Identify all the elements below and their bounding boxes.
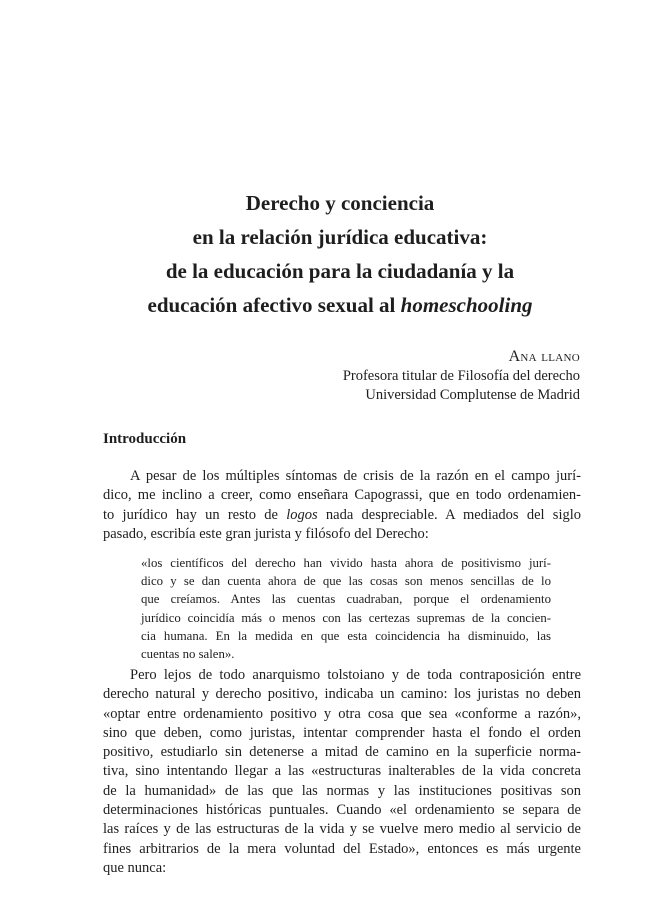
paragraph-line — [103, 506, 581, 525]
section-heading: Introducción — [103, 431, 187, 447]
paragraph-line: que nunca: — [103, 859, 167, 876]
paragraph-line: dico, me inclino a creer, como enseñara Capograssi, que en todo ordenamien- — [103, 487, 581, 504]
quote-line: jurídico coincidía más o menos con las certezas supremas de la concien- — [141, 610, 551, 625]
paragraph-line: tiva, sino intentando llegar a las «estructuras inalterables de la vida concreta — [103, 763, 581, 780]
paragraph-line: fines arbitrarios de la mera voluntad del Estado», entonces es más urgente — [103, 840, 581, 857]
paragraph-line: A pesar de los múltiples síntomas de crisis de la razón en el campo jurí- — [130, 468, 581, 484]
quote-line: que creíamos. Antes las cuentas cuadraban, porque el ordenamiento — [141, 592, 551, 607]
paragraph-line: determinaciones históricas puntuales. Cuando «el ordenamiento se separa de — [103, 802, 581, 819]
title-line: Derecho y conciencia — [245, 191, 435, 215]
quote-line: cuentas no salen». — [141, 647, 235, 662]
author-position: Profesora titular de Filosofía del derecho — [342, 368, 580, 384]
title-line: en la relación jurídica educativa: — [192, 225, 488, 249]
line-text: to jurídico hay un resto de — [103, 506, 287, 523]
paragraph-line: sino que deben, como juristas, intentar comprender hasta el fondo el orden — [103, 724, 581, 741]
paragraph-line: de la humanidad» de las que las normas y las instituciones positivas son — [103, 782, 581, 799]
author-name: Ana llano — [508, 348, 580, 365]
paragraph-line: derecho natural y derecho positivo, indicaba un camino: los juristas no deben — [103, 686, 581, 703]
paragraph-line: las raíces y de las estructuras de la vida y se vuelve mero medio al servicio de — [103, 821, 581, 838]
body-paragraph — [103, 666, 581, 878]
author-affiliation: Universidad Complutense de Madrid — [365, 387, 580, 403]
paragraph-line: pasado, escribía este gran jurista y filósofo del Derecho: — [103, 525, 429, 542]
article-title — [60, 186, 620, 322]
body-paragraph — [103, 467, 581, 544]
italic-term: logos — [286, 506, 318, 523]
line-text: nada despreciable. A mediados del siglo — [317, 506, 582, 523]
author-block — [343, 347, 580, 405]
block-quote — [141, 554, 551, 663]
quote-line: cia humana. En la medida en que esta coincidencia ha disminuido, las — [141, 628, 551, 643]
title-line — [60, 288, 620, 322]
title-last-prefix: educación afectivo sexual al — [147, 293, 401, 317]
quote-line: dico y se dan cuenta ahora de que las cosas son menos sencillas de lo — [141, 574, 551, 589]
paragraph-line: «optar entre ordenamiento positivo y otra cosa que sea «conforme a razón», — [103, 705, 581, 722]
paragraph-line: Pero lejos de todo anarquismo tolstoiano y de toda contraposición entre — [130, 667, 581, 683]
title-line: de la educación para la ciudadanía y la — [165, 259, 515, 283]
quote-line: «los científicos del derecho han vivido hasta ahora de positivismo jurí- — [141, 556, 551, 570]
paragraph-line: positivo, estudiarlo sin detenerse a mitad de camino en la superficie norma- — [103, 744, 581, 761]
title-italic-term: homeschooling — [400, 293, 533, 317]
